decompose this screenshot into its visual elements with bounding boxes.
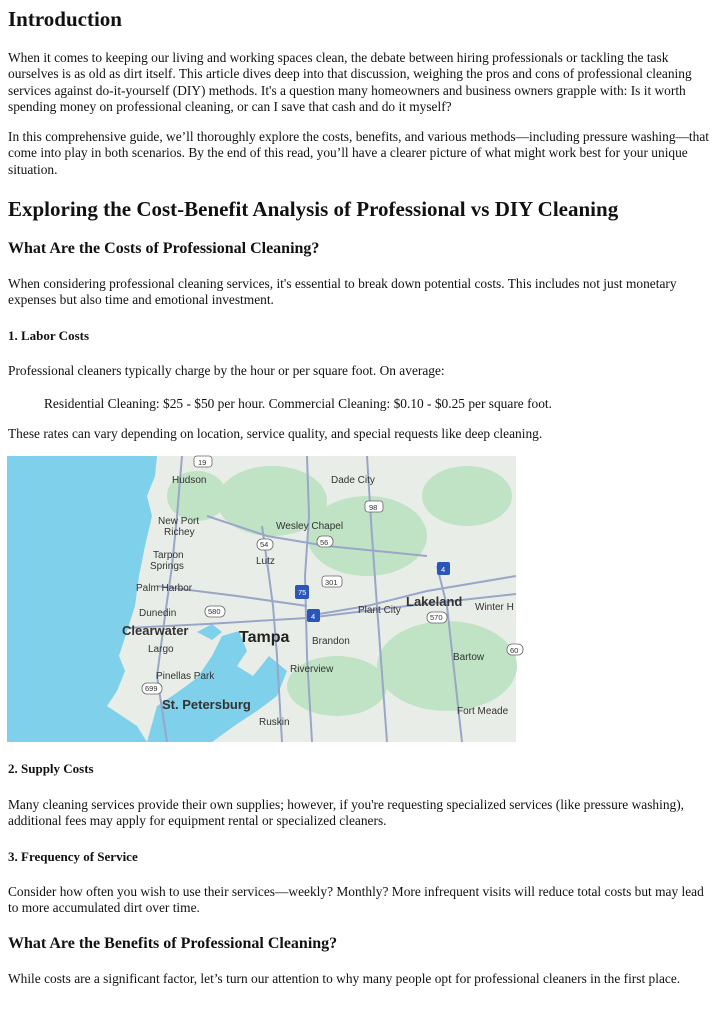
labor-costs-heading: 1. Labor Costs [8, 328, 90, 343]
label-new-port: New Port [158, 516, 200, 527]
costs-intro: When considering professional cleaning services, it's essential to break down potential costs. This includes not just monetary expenses but also time and emotional investment. [8, 276, 677, 308]
label-pinellas-park: Pinellas Park [156, 671, 215, 682]
intro-paragraph-2: In this comprehensive guide, we’ll thoroughly explore the costs, benefits, and various methods—including pressure washing—that come into play in both scenarios. By the end of this read, you’ll have a clearer picture of what might work best for your unique situation. [8, 129, 710, 177]
label-springs: Springs [150, 561, 184, 572]
svg-text:60: 60 [510, 646, 519, 655]
supply-costs-text: Many cleaning services provide their own supplies; however, if you're requesting specialized services (like pressure washing), additional fees may apply for equipment rental or specialized cleaners. [8, 797, 685, 829]
label-lutz: Lutz [256, 556, 275, 567]
svg-text:570: 570 [430, 613, 443, 622]
shield-301 [322, 576, 342, 587]
frequency-text: Consider how often you wish to use their services—weekly? Monthly? More infrequent visits will reduce total costs but may lead to more accumulated dirt over time. [8, 884, 704, 916]
label-winter-h: Winter H [475, 602, 514, 613]
benefits-heading: What Are the Benefits of Professional Cleaning? [8, 935, 338, 952]
svg-text:56: 56 [320, 538, 329, 547]
shield-699 [142, 683, 162, 694]
label-ruskin: Ruskin [259, 717, 290, 728]
svg-text:98: 98 [369, 503, 378, 512]
svg-text:19: 19 [198, 458, 207, 467]
shield-570 [427, 612, 447, 623]
shield-54 [257, 539, 273, 550]
label-wesley-chapel: Wesley Chapel [276, 521, 344, 532]
label-riverview: Riverview [290, 664, 334, 675]
label-palm-harbor: Palm Harbor [136, 583, 193, 594]
svg-text:54: 54 [260, 540, 269, 549]
svg-text:301: 301 [325, 578, 338, 587]
label-hudson: Hudson [172, 475, 207, 486]
label-lakeland: Lakeland [406, 594, 463, 609]
labor-costs-text: Professional cleaners typically charge by the hour or per square foot. On average: [8, 363, 445, 378]
intro-paragraph-1: When it comes to keeping our living and working spaces clean, the debate between hiring professionals or tackling the task ourselves is as old as dirt itself. This article dives deep into that discussion, weighing the pros and cons of professional cleaning services against do-it-yourself (DIY) methods. It's a question many homeowners and business owners grapple with: Is it worth spending money on professional cleaning, or can I save that cash and do it myself? [8, 50, 692, 115]
svg-text:580: 580 [208, 607, 221, 616]
label-clearwater: Clearwater [122, 623, 189, 638]
labor-rates-note: These rates can vary depending on location, service quality, and special requests like deep cleaning. [8, 426, 543, 441]
shield-4-east [437, 562, 450, 575]
green-area-6 [422, 466, 512, 526]
label-largo: Largo [148, 644, 174, 655]
shield-98 [365, 501, 383, 512]
intro-heading: Introduction [8, 7, 122, 31]
labor-rates-list: Residential Cleaning: $25 - $50 per hour. Commercial Cleaning: $0.10 - $0.25 per square foot. [44, 396, 552, 411]
shield-19 [194, 456, 212, 467]
green-area-3 [377, 621, 517, 711]
shield-580 [205, 606, 225, 617]
label-dade-city: Dade City [331, 475, 375, 486]
label-brandon: Brandon [312, 636, 350, 647]
label-richey: Richey [164, 527, 195, 538]
label-tarpon: Tarpon [153, 550, 184, 561]
tampa-area-map [7, 456, 519, 742]
benefits-text: While costs are a significant factor, let’s turn our attention to why many people opt for professional cleaners in the first place. [8, 971, 681, 986]
shield-60 [507, 644, 523, 655]
supply-costs-heading: 2. Supply Costs [8, 761, 94, 776]
label-st-petersburg: St. Petersburg [162, 697, 251, 712]
label-fort-meade: Fort Meade [457, 706, 509, 717]
costs-heading: What Are the Costs of Professional Cleaning? [8, 240, 320, 257]
frequency-heading: 3. Frequency of Service [8, 849, 138, 864]
svg-text:75: 75 [298, 588, 307, 597]
svg-text:4: 4 [311, 612, 316, 621]
label-plant-city: Plant City [358, 605, 401, 616]
label-bartow: Bartow [453, 652, 485, 663]
label-tampa: Tampa [239, 629, 290, 646]
svg-text:4: 4 [441, 565, 446, 574]
shield-4 [307, 609, 320, 622]
analysis-heading: Exploring the Cost-Benefit Analysis of Professional vs DIY Cleaning [8, 197, 619, 221]
svg-text:699: 699 [145, 684, 158, 693]
shield-75 [295, 585, 309, 599]
shield-56 [317, 536, 333, 547]
label-dunedin: Dunedin [139, 608, 177, 619]
